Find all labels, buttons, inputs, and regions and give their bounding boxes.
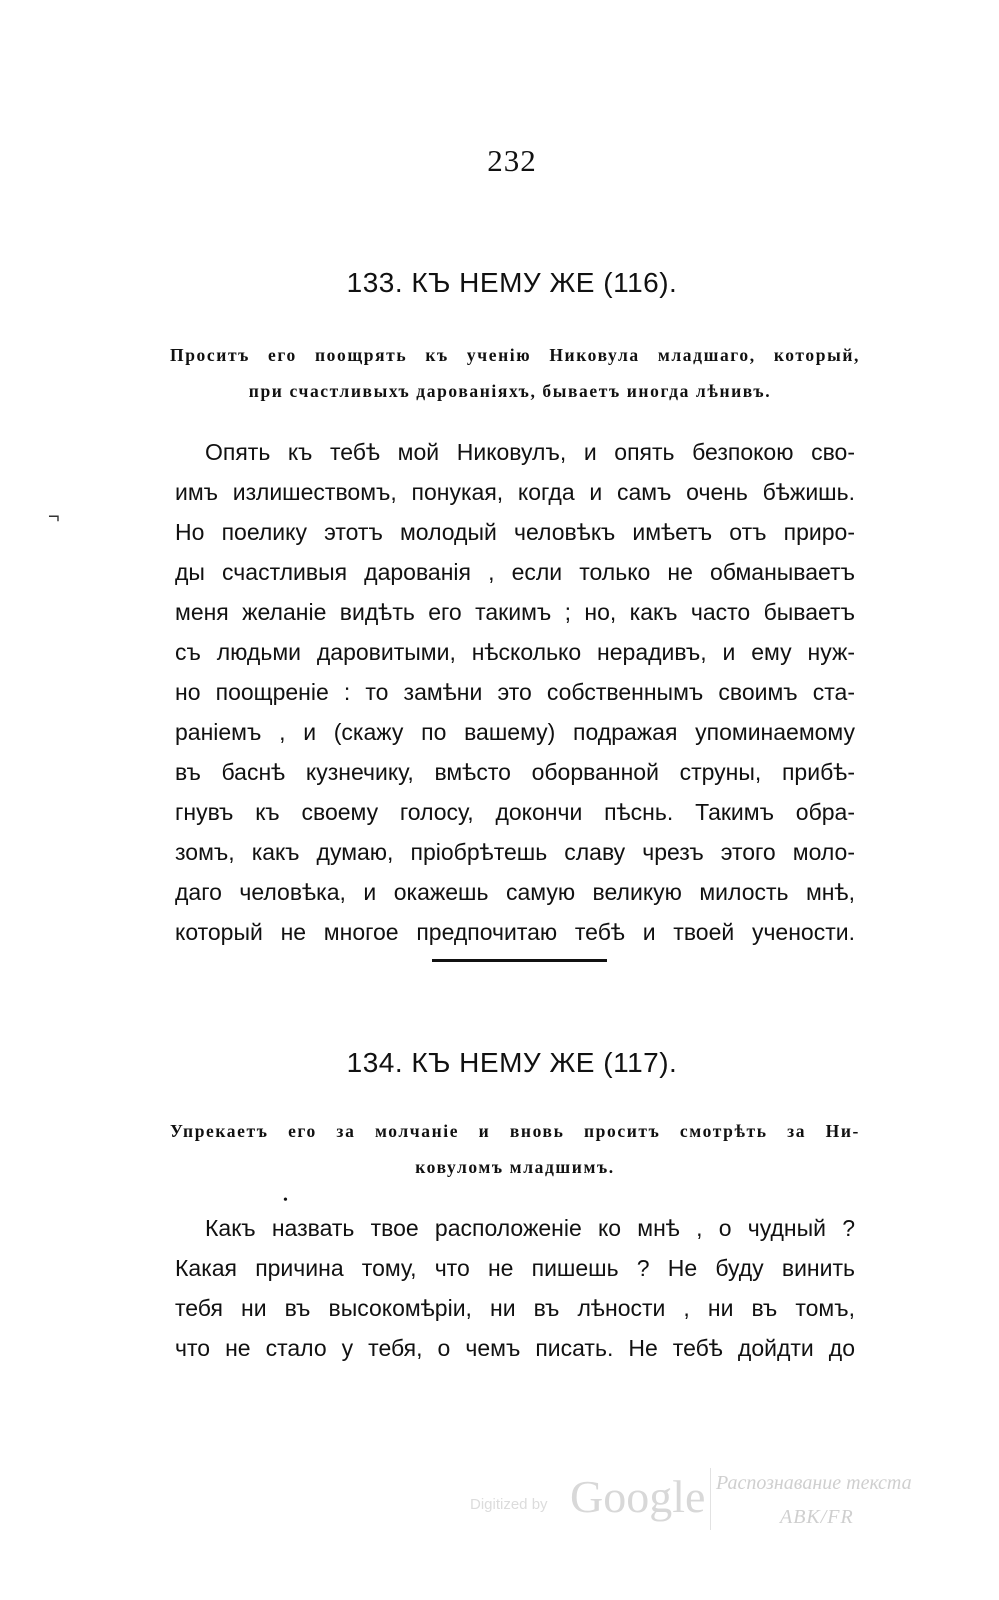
text-line: но поощреніе : то замѣни это собственнымъ своимъ ста- [175, 679, 855, 705]
watermark-abk: АВК/FR [780, 1506, 854, 1528]
summary-line: при счастливыхъ дарованіяхъ, бываетъ иногда лѣнивъ. [248, 381, 772, 401]
text-line: даго человѣка, и окажешь самую великую милость мнѣ, [175, 879, 855, 905]
google-logo: Google [570, 1471, 706, 1522]
summary-line: Проситъ его поощрять къ ученію Никовула младшаго, который, [170, 345, 860, 365]
letter-134-summary [170, 1113, 860, 1185]
letter-133-summary [170, 337, 860, 409]
text-line: меня желаніе видѣть его такимъ ; но, какъ часто бываетъ [175, 599, 855, 625]
text-line: тебя ни въ высокомѣріи, ни въ лѣности , ни въ томъ, [175, 1295, 855, 1321]
dot-mark: • [283, 1193, 288, 1208]
watermark-divider [710, 1468, 711, 1530]
letter-133-heading: 133. КЪ НЕМУ ЖЕ (116). [346, 267, 678, 298]
text-line: имъ излишествомъ, понукая, когда и самъ очень бѣжишь. [175, 479, 855, 505]
watermark-recognition: Распознавание текста [716, 1472, 912, 1494]
page-number: 232 [487, 143, 537, 178]
text-line: ды счастливыя дарованія , если только не обманываетъ [175, 559, 855, 585]
text-line: что не стало у тебя, о чемъ писать. Не тебѣ дойдти до [175, 1335, 855, 1361]
section-divider [432, 959, 607, 962]
summary-line: ковуломъ младшимъ. [415, 1157, 615, 1177]
text-line: Какая причина тому, что не пишешь ? Не буду винить [175, 1255, 855, 1281]
text-line: Но поелику этотъ молодый человѣкъ имѣетъ отъ приро- [175, 519, 855, 545]
text-line: который не многое предпочитаю тебѣ и твоей учености. [175, 919, 855, 945]
letter-134-heading: 134. КЪ НЕМУ ЖЕ (117). [346, 1047, 678, 1078]
text-line: съ людьми даровитыми, нѣсколько нерадивъ, и ему нуж- [175, 639, 855, 665]
text-line: раніемъ , и (скажу по вашему) подражая упоминаемому [175, 719, 855, 745]
margin-mark: ¬ [48, 506, 60, 528]
text-line: Опять къ тебѣ мой Никовулъ, и опять безпокою сво- [205, 439, 855, 465]
text-line: въ баснѣ кузнечику, вмѣсто оборванной струны, прибѣ- [175, 759, 855, 785]
watermark-digitized-by: Digitized by [470, 1496, 548, 1513]
digitization-watermark [470, 1462, 990, 1562]
letter-134-text [175, 1208, 855, 1368]
summary-line: Упрекаетъ его за молчаніе и вновь проситъ смотрѣть за Ни- [170, 1121, 860, 1141]
text-line: гнувъ къ своему голосу, докончи пѣснь. Такимъ обра- [175, 799, 855, 825]
text-line: Какъ назвать твое расположеніе ко мнѣ , о чудный ? [205, 1215, 855, 1241]
letter-133-text [175, 432, 855, 952]
text-line: зомъ, какъ думаю, пріобрѣтешь славу чрезъ этого моло- [175, 839, 855, 865]
